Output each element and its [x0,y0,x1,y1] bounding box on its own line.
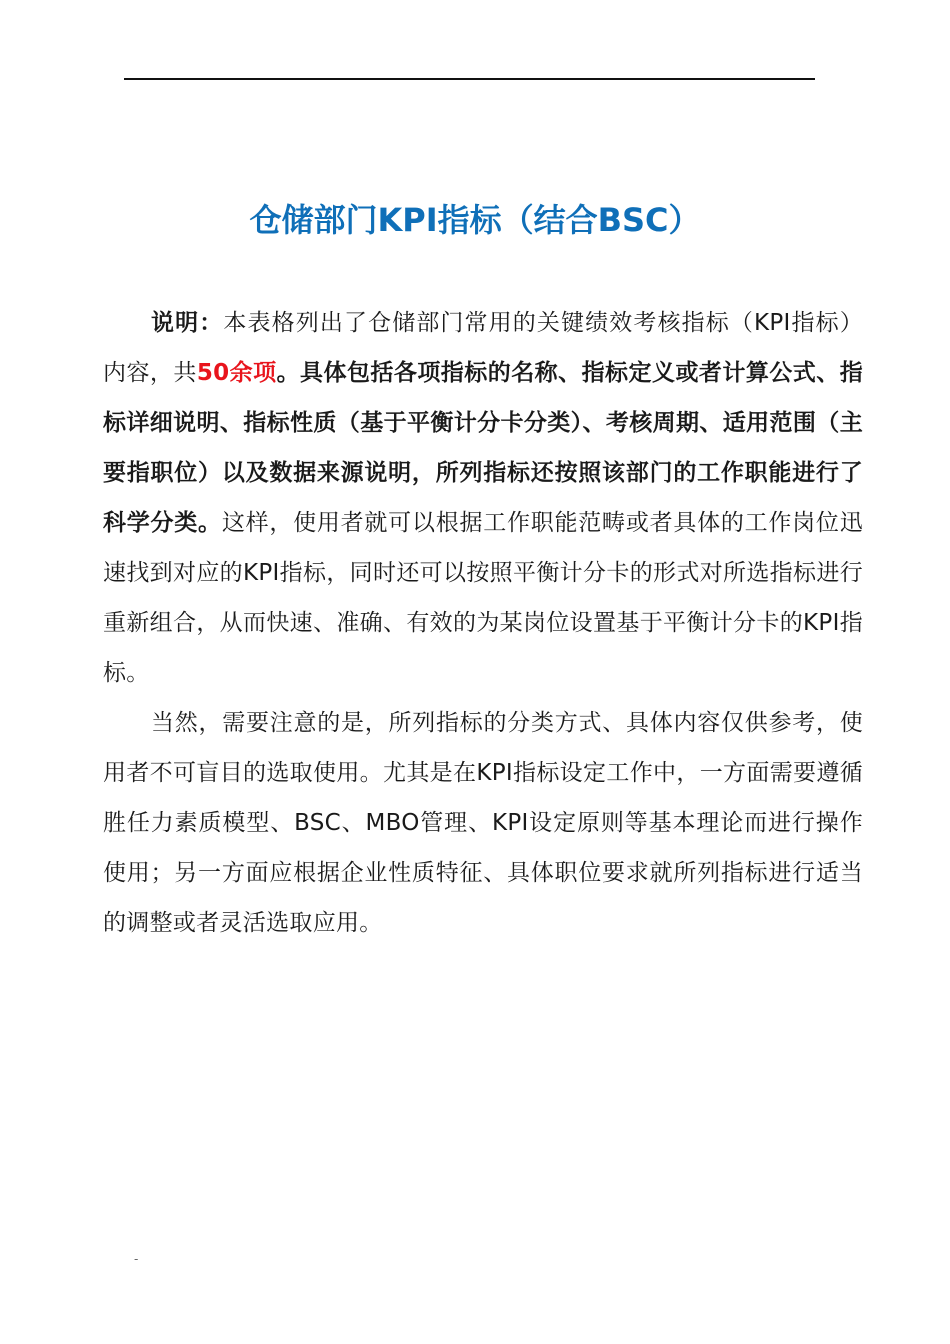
page-title: 仓储部门KPI指标（结合BSC） [249,201,701,239]
paragraph-description [103,298,863,698]
item-count-highlight: 50余项 [196,360,277,386]
description-bold-text: 。具体包括各项指标的名称、指标定义或者计算公式、指标详细说明、指标性质（基于平衡计分卡分类）、考核周期、适用范围（主要指职位）以及数据来源说明，所列指标还按照该部门的工作职能进行了科学分类。 [103,360,863,536]
document-body [103,298,863,948]
paragraph-note: 当然，需要注意的是，所列指标的分类方式、具体内容仅供参考，使用者不可盲目的选取使用。尤其是在KPI指标设定工作中，一方面需要遵循胜任力素质模型、BSC、MBO管理、KPI设定原则等基本理论而进行操作使用；另一方面应根据企业性质特征、具体职位要求就所列指标进行适当的调整或者灵活选取应用。 [103,710,863,936]
description-label: 说明： [151,310,224,336]
footer-mark: - [134,1252,139,1266]
description-text-intro: 本表格列出了仓储部门常用的关键绩效考核指标（KPI指标）内容，共 [103,310,863,386]
header-rule [124,78,815,80]
description-text-usage: 这样，使用者就可以根据工作职能范畴或者具体的工作岗位迅速找到对应的KPI指标，同时还可以按照平衡计分卡的形式对所选指标进行重新组合，从而快速、准确、有效的为某岗位设置基于平衡计分卡的KPI指标。 [103,510,863,686]
